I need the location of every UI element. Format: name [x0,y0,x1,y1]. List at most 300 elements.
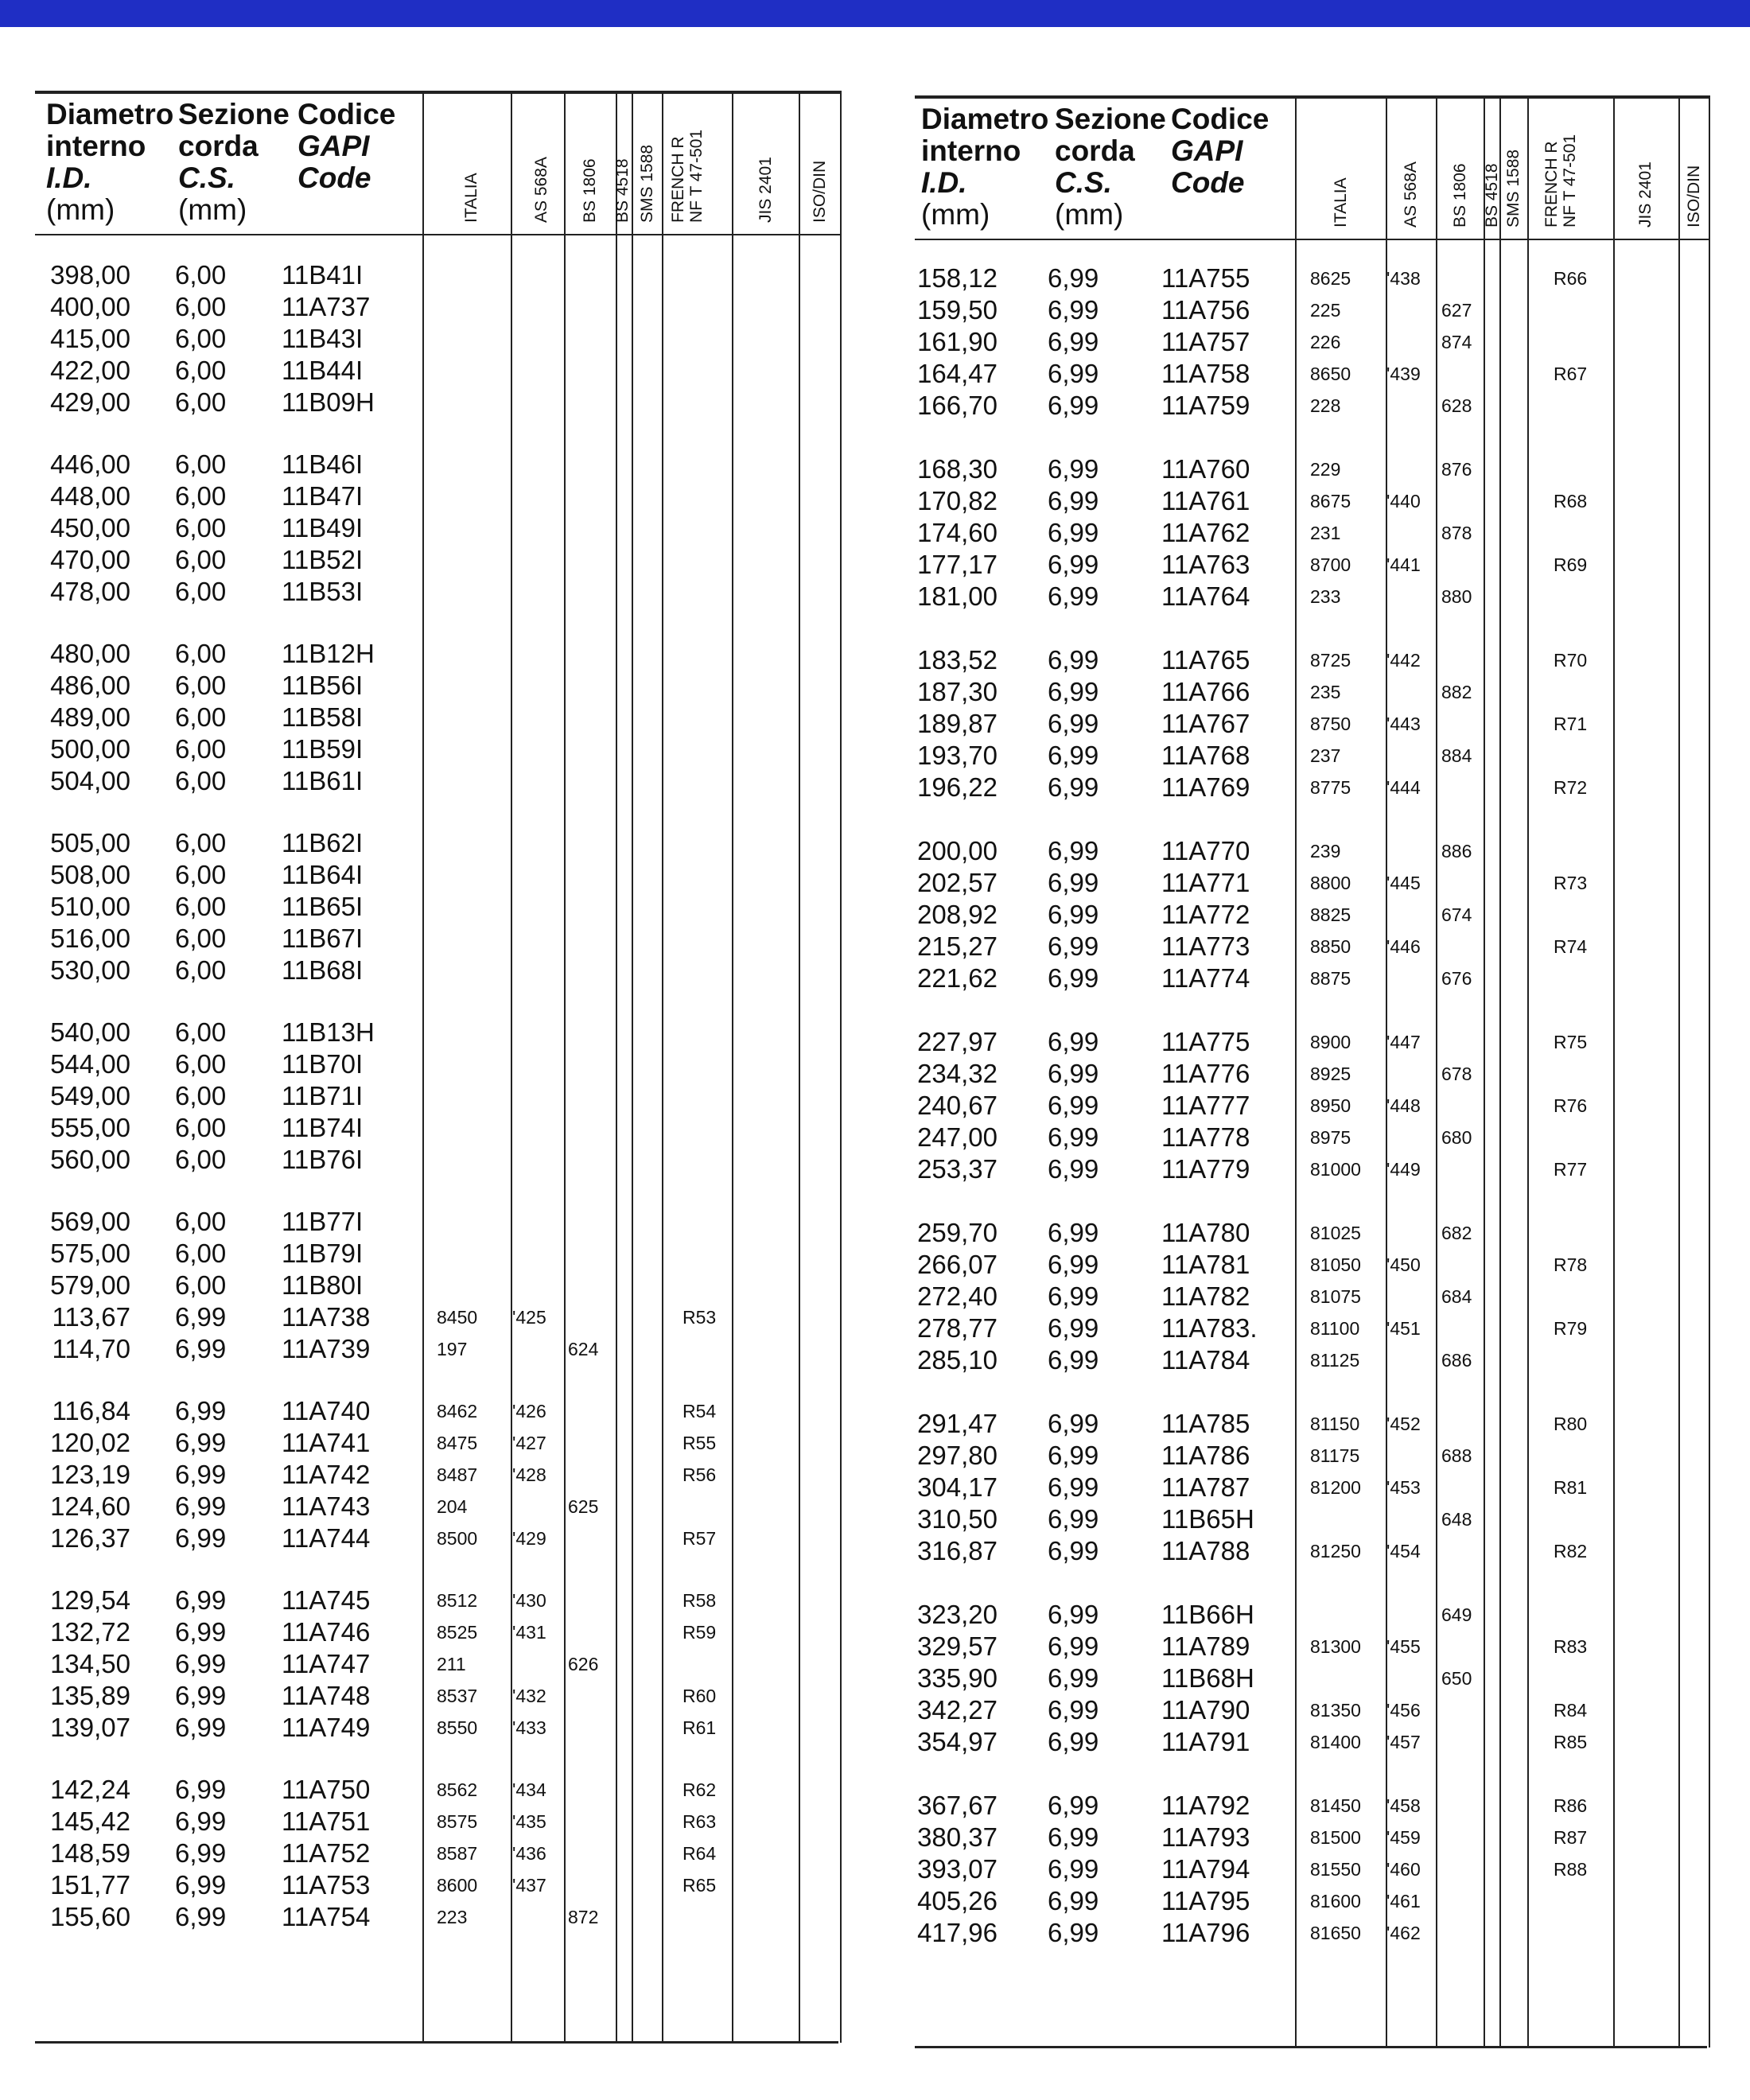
table-row [35,1901,840,1933]
italia-cell: 229 [1310,459,1341,480]
cross-section-cell: 6,99 [1048,1886,1099,1915]
cross-section-cell: 6,99 [1048,581,1099,611]
table-row [35,449,840,480]
gapi-code-cell: 11A750 [282,1775,371,1804]
as568a-cell: '448 [1386,1095,1421,1116]
italia-cell: 228 [1310,395,1341,416]
header-line: interno [921,134,1021,167]
table-row [915,581,1709,612]
italia-cell: 8575 [437,1811,478,1832]
as568a-cell: '445 [1386,873,1421,893]
gapi-code-cell: 11A788 [1161,1536,1250,1565]
table-row [915,549,1709,581]
bs1806-cell: 648 [1441,1509,1472,1530]
inner-diameter-cell: 247,00 [917,1122,998,1152]
inner-diameter-cell: 142,24 [50,1775,130,1804]
french-cell: R83 [1554,1636,1588,1657]
table-row [915,867,1709,899]
table-row [915,835,1709,867]
cross-section-cell: 6,99 [1048,1027,1099,1056]
cross-section-cell: 6,99 [175,1649,227,1678]
gapi-code-cell: 11A741 [282,1428,371,1457]
table-row [915,1917,1709,1949]
bs1806-cell: 674 [1441,904,1472,925]
gapi-code-cell: 11A737 [282,292,371,321]
cross-section-cell: 6,99 [175,1838,227,1868]
table-row [915,1885,1709,1917]
italia-cell: 211 [437,1654,466,1674]
gapi-code-cell: 11B58I [282,702,364,732]
table-row [915,1440,1709,1472]
inner-diameter-cell: 310,50 [917,1504,998,1534]
cross-section-cell: 6,99 [1048,1091,1099,1120]
bs1806-cell: 624 [568,1339,599,1359]
cross-section-cell: 6,99 [1048,931,1099,961]
left-table [35,91,840,2044]
table-row [35,355,840,387]
table-row [35,1680,840,1712]
gapi-code-cell: 11A769 [1161,772,1250,802]
inner-diameter-cell: 168,30 [917,454,998,484]
inner-diameter-cell: 508,00 [50,860,130,889]
table-row [915,1472,1709,1503]
cross-section-cell: 6,99 [1048,645,1099,675]
french-cell: R65 [682,1875,717,1896]
bs1806-cell: 628 [1441,395,1472,416]
cross-section-cell: 6,99 [1048,1600,1099,1629]
as568a-cell: '435 [512,1811,546,1832]
table-row [35,1427,840,1459]
header-line: GAPI [298,130,370,162]
italia-cell: 81500 [1310,1827,1361,1848]
table-row [915,740,1709,772]
gapi-code-cell: 11A795 [1161,1886,1250,1915]
inner-diameter-cell: 555,00 [50,1113,130,1142]
cross-section-cell: 6,00 [175,1081,227,1110]
italia-cell: 8550 [437,1717,478,1738]
french-cell: R88 [1554,1859,1588,1880]
as568a-cell: '442 [1386,650,1421,671]
gapi-code-cell: 11A755 [1161,263,1250,293]
gapi-code-cell: 11B44I [282,356,364,385]
cross-section-cell: 6,00 [175,671,227,700]
inner-diameter-cell: 398,00 [50,260,130,290]
as568a-cell: '458 [1386,1795,1421,1816]
cross-section-cell: 6,99 [1048,868,1099,897]
header-line: Sezione [178,98,290,130]
inner-diameter-cell: 278,77 [917,1313,998,1343]
gapi-code-cell: 11B61I [282,766,364,795]
inner-diameter-cell: 505,00 [50,828,130,858]
inner-diameter-cell: 579,00 [50,1270,130,1300]
table-row [35,1491,840,1522]
french-cell: R79 [1554,1318,1588,1339]
inner-diameter-cell: 234,32 [917,1059,998,1088]
bs1806-cell: 626 [568,1654,599,1674]
gapi-code-cell: 11A748 [282,1681,371,1710]
cross-section-cell: 6,99 [1048,1409,1099,1438]
cross-section-cell: 6,99 [1048,295,1099,325]
gapi-code-cell: 11B68I [282,955,364,985]
inner-diameter-cell: 155,60 [50,1902,130,1931]
gapi-code-cell: 11A784 [1161,1345,1250,1375]
gapi-code-cell: 11A745 [282,1585,371,1615]
gapi-code-cell: 11B62I [282,828,364,858]
header-line: I.D. [46,161,92,194]
inner-diameter-cell: 208,92 [917,900,998,929]
as568a-cell: '450 [1386,1254,1421,1275]
cross-section-cell: 6,99 [175,1523,227,1553]
gapi-code-cell: 11B41I [282,260,364,290]
french-cell: R57 [682,1528,717,1549]
french-cell: R58 [682,1590,717,1611]
table-row [35,1048,840,1080]
inner-diameter-cell: 516,00 [50,924,130,953]
bs1806-cell: 627 [1441,300,1472,321]
table-row [35,1144,840,1176]
italia-cell: 81250 [1310,1541,1361,1561]
gapi-code-cell: 11B49I [282,513,364,542]
table-row [915,326,1709,358]
gapi-code-cell: 11A747 [282,1649,371,1678]
as568a-cell: '460 [1386,1859,1421,1880]
cross-section-cell: 6,00 [175,292,227,321]
cross-section-cell: 6,99 [175,1681,227,1710]
italia-cell: 81450 [1310,1795,1361,1816]
table-row [915,262,1709,294]
table-row [35,291,840,323]
inner-diameter-cell: 272,40 [917,1281,998,1311]
as568a-cell: '436 [512,1843,546,1864]
table-row [35,1712,840,1744]
table-top-rule [915,95,1709,99]
gapi-code-cell: 11A791 [1161,1727,1250,1756]
cross-section-cell: 6,99 [1048,1122,1099,1152]
italia-cell: 81300 [1310,1636,1361,1657]
cross-section-cell: 6,99 [175,1428,227,1457]
bs1806-cell: 884 [1441,745,1472,766]
gapi-code-cell: 11A739 [282,1334,371,1363]
cross-section-cell: 6,00 [175,639,227,668]
as568a-cell: '431 [512,1622,546,1643]
inner-diameter-cell: 183,52 [917,645,998,675]
cross-section-cell: 6,00 [175,1049,227,1079]
table-row [915,676,1709,708]
inner-diameter-cell: 196,22 [917,772,998,802]
gapi-code-cell: 11B53I [282,577,364,606]
standard-label: BS 4518 [1482,163,1501,228]
inner-diameter-cell: 504,00 [50,766,130,795]
bs1806-cell: 688 [1441,1445,1472,1466]
inner-diameter-cell: 291,47 [917,1409,998,1438]
table-row [35,1238,840,1270]
gapi-code-cell: 11A776 [1161,1059,1250,1088]
cross-section-cell: 6,00 [175,860,227,889]
french-cell: R59 [682,1622,717,1643]
inner-diameter-cell: 170,82 [917,486,998,515]
as568a-cell: '449 [1386,1159,1421,1180]
table-row [35,1459,840,1491]
table-row [35,1301,840,1333]
header-line: corda [178,130,259,162]
cross-section-cell: 6,99 [1048,677,1099,706]
italia-cell: 81150 [1310,1414,1360,1434]
gapi-code-cell: 11A756 [1161,295,1250,325]
inner-diameter-cell: 116,84 [52,1396,130,1425]
italia-cell: 235 [1310,682,1341,702]
cross-section-cell: 6,99 [1048,1631,1099,1661]
table-row [915,294,1709,326]
cross-section-cell: 6,00 [175,1145,227,1174]
table-row [35,1806,840,1838]
cross-section-cell: 6,99 [1048,1313,1099,1343]
header-line: (mm) [921,198,990,231]
inner-diameter-cell: 151,77 [50,1870,130,1900]
as568a-cell: '444 [1386,777,1421,798]
italia-cell: 8500 [437,1528,478,1549]
table-row [915,485,1709,517]
inner-diameter-cell: 187,30 [917,677,998,706]
standard-label: JIS 2401 [756,157,775,223]
table-row [35,955,840,986]
header-col2 [1055,103,1166,231]
bs1806-cell: 682 [1441,1223,1472,1243]
table-top-rule [35,91,840,94]
inner-diameter-cell: 540,00 [50,1017,130,1047]
italia-cell: 226 [1310,332,1341,352]
as568a-cell: '432 [512,1686,546,1706]
bs1806-cell: 625 [568,1496,599,1517]
italia-cell: 233 [1310,586,1341,607]
cross-section-cell: 6,99 [1048,1822,1099,1852]
cross-section-cell: 6,99 [1048,327,1099,356]
gapi-code-cell: 11B70I [282,1049,364,1079]
gapi-code-cell: 11B64I [282,860,364,889]
cross-section-cell: 6,00 [175,545,227,574]
table-row [915,453,1709,485]
cross-section-cell: 6,00 [175,1017,227,1047]
header-line: Diametro [921,103,1049,135]
italia-cell: 8650 [1310,364,1351,384]
italia-cell: 81650 [1310,1923,1361,1943]
italia-cell: 81000 [1310,1159,1361,1180]
inner-diameter-cell: 335,90 [917,1663,998,1693]
table-row [35,1774,840,1806]
inner-diameter-cell: 181,00 [917,581,998,611]
gapi-code-cell: 11A760 [1161,454,1250,484]
header-line: Sezione [1055,103,1166,135]
table-row [35,1869,840,1901]
table-row [35,702,840,733]
gapi-code-cell: 11A765 [1161,645,1250,675]
french-cell: R67 [1554,364,1588,384]
cross-section-cell: 6,99 [1048,263,1099,293]
as568a-cell: '451 [1386,1318,1421,1339]
table-row [35,1585,840,1616]
table-row [35,923,840,955]
standard-label: ISO/DIN [1684,165,1703,228]
italia-cell: 81075 [1310,1286,1361,1307]
inner-diameter-cell: 304,17 [917,1472,998,1502]
cross-section-cell: 6,99 [175,1396,227,1425]
cross-section-cell: 6,99 [1048,1472,1099,1502]
gapi-code-cell: 11B71I [282,1081,364,1110]
cross-section-cell: 6,99 [175,1491,227,1521]
french-cell: R76 [1554,1095,1588,1116]
gapi-code-cell: 11A751 [282,1806,371,1836]
french-cell: R84 [1554,1700,1588,1721]
gapi-code-cell: 11A753 [282,1870,371,1900]
as568a-cell: '439 [1386,364,1421,384]
gapi-code-cell: 11B76I [282,1145,364,1174]
inner-diameter-cell: 159,50 [917,295,998,325]
as568a-cell: '453 [1386,1477,1421,1498]
inner-diameter-cell: 120,02 [50,1428,130,1457]
inner-diameter-cell: 446,00 [50,449,130,479]
inner-diameter-cell: 227,97 [917,1027,998,1056]
inner-diameter-cell: 367,67 [917,1791,998,1820]
table-row [915,1122,1709,1153]
cross-section-cell: 6,99 [1048,518,1099,547]
as568a-cell: '454 [1386,1541,1421,1561]
cross-section-cell: 6,00 [175,766,227,795]
inner-diameter-cell: 200,00 [917,836,998,865]
cross-section-cell: 6,99 [175,1334,227,1363]
header-col1 [46,99,173,226]
header-line: Codice [298,98,396,130]
inner-diameter-cell: 189,87 [917,709,998,738]
italia-cell: 237 [1310,745,1341,766]
cross-section-cell: 6,99 [1048,1059,1099,1088]
french-cell: R85 [1554,1732,1588,1752]
cross-section-cell: 6,99 [1048,1504,1099,1534]
header-line: Codice [1171,103,1270,135]
cross-section-cell: 6,99 [1048,1154,1099,1184]
gapi-code-cell: 11B80I [282,1270,364,1300]
inner-diameter-cell: 148,59 [50,1838,130,1868]
gapi-code-cell: 11B09H [282,387,375,417]
italia-cell: 8587 [437,1843,478,1864]
gapi-code-cell: 11B12H [282,639,375,668]
italia-cell: 197 [437,1339,468,1359]
italia-cell: 81175 [1310,1445,1360,1466]
bs1806-cell: 874 [1441,332,1472,352]
as568a-cell: '440 [1386,491,1421,511]
inner-diameter-cell: 400,00 [50,292,130,321]
cross-section-cell: 6,99 [175,1775,227,1804]
header-line: interno [46,130,146,162]
italia-cell: 225 [1310,300,1341,321]
cross-section-cell: 6,99 [175,1585,227,1615]
french-cell: R55 [682,1433,717,1453]
inner-diameter-cell: 134,50 [50,1649,130,1678]
table-row [35,323,840,355]
inner-diameter-cell: 417,96 [917,1918,998,1947]
italia-cell: 8825 [1310,904,1351,925]
gapi-code-cell: 11A742 [282,1460,371,1489]
cross-section-cell: 6,99 [175,1302,227,1332]
right-table [915,95,1709,2049]
cross-section-cell: 6,00 [175,324,227,353]
gapi-code-cell: 11A767 [1161,709,1250,738]
bs1806-cell: 872 [568,1907,599,1927]
as568a-cell: '455 [1386,1636,1421,1657]
inner-diameter-cell: 114,70 [52,1334,130,1363]
cross-section-cell: 6,99 [1048,1250,1099,1279]
header-line: C.S. [1055,166,1112,199]
header-line: (mm) [46,193,115,226]
italia-cell: 8900 [1310,1032,1351,1052]
table-row [915,1090,1709,1122]
cross-section-cell: 6,99 [1048,1695,1099,1725]
inner-diameter-cell: 405,26 [917,1886,998,1915]
gapi-code-cell: 11A746 [282,1617,371,1647]
standard-label: SMS 1588 [637,144,656,223]
french-cell: R78 [1554,1254,1588,1275]
inner-diameter-cell: 215,27 [917,931,998,961]
french-cell: R87 [1554,1827,1588,1848]
inner-diameter-cell: 569,00 [50,1207,130,1236]
inner-diameter-cell: 202,57 [917,868,998,897]
column-divider [840,91,842,2043]
table-bottom-rule [915,2046,1707,2048]
table-row [915,1822,1709,1853]
standard-label: BS 1806 [1450,163,1469,228]
italia-cell: 81025 [1310,1223,1361,1243]
gapi-code-cell: 11A763 [1161,550,1250,579]
italia-cell: 8475 [437,1433,478,1453]
bs1806-cell: 876 [1441,459,1472,480]
inner-diameter-cell: 575,00 [50,1239,130,1268]
inner-diameter-cell: 124,60 [50,1491,130,1521]
table-row [915,358,1709,390]
table-row [915,1058,1709,1090]
cross-section-cell: 6,99 [1048,1854,1099,1884]
gapi-code-cell: 11A740 [282,1396,371,1425]
cross-section-cell: 6,99 [1048,1727,1099,1756]
inner-diameter-cell: 132,72 [50,1617,130,1647]
inner-diameter-cell: 380,37 [917,1822,998,1852]
gapi-code-cell: 11A772 [1161,900,1250,929]
italia-cell: 8950 [1310,1095,1351,1116]
table-row [915,1503,1709,1535]
gapi-code-cell: 11B52I [282,545,364,574]
inner-diameter-cell: 139,07 [50,1713,130,1742]
bs1806-cell: 684 [1441,1286,1472,1307]
inner-diameter-cell: 126,37 [50,1523,130,1553]
as568a-cell: '429 [512,1528,546,1549]
inner-diameter-cell: 316,87 [917,1536,998,1565]
table-row [915,899,1709,931]
italia-cell: 81400 [1310,1732,1361,1752]
cross-section-cell: 6,99 [1048,1345,1099,1375]
cross-section-cell: 6,99 [175,1902,227,1931]
cross-section-cell: 6,00 [175,1270,227,1300]
cross-section-cell: 6,99 [1048,454,1099,484]
table-row [915,644,1709,676]
header-col2 [178,99,290,226]
gapi-code-cell: 11B65I [282,892,364,921]
inner-diameter-cell: 470,00 [50,545,130,574]
italia-cell: 8562 [437,1779,478,1800]
french-cell: R72 [1554,777,1588,798]
gapi-code-cell: 11A785 [1161,1409,1250,1438]
inner-diameter-cell: 193,70 [917,741,998,770]
italia-cell: 8462 [437,1401,478,1421]
table-row [35,765,840,797]
gapi-code-cell: 11B68H [1161,1663,1254,1693]
inner-diameter-cell: 544,00 [50,1049,130,1079]
